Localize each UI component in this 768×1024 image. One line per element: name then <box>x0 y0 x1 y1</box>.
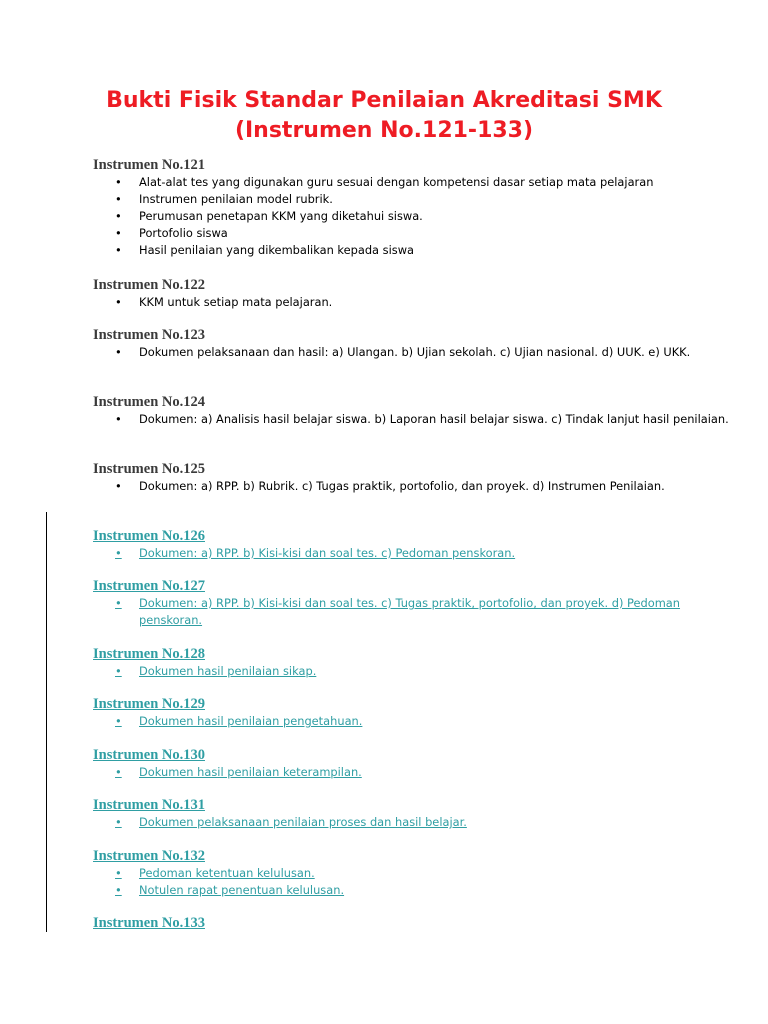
bullet-icon: • <box>115 192 122 206</box>
bullet-icon: • <box>115 243 122 257</box>
section-instrumen-130 <box>93 746 733 781</box>
section-heading: Instrumen No.122 <box>93 277 205 293</box>
item-list <box>93 478 733 495</box>
list-item: • Instrumen penilaian model rubrik. <box>115 192 333 206</box>
list-item-link[interactable]: • Dokumen hasil penilaian keterampilan. <box>115 765 362 779</box>
section-heading-link[interactable]: Instrumen No.130 <box>93 747 205 763</box>
list-item-link[interactable]: • Dokumen hasil penilaian pengetahuan. <box>115 714 363 728</box>
list-item-link[interactable]: • Dokumen: a) RPP. b) Kisi-kisi dan soal tes. c) Tugas praktik, portofolio, dan proyek. d) Pedoman penskoran. <box>115 596 681 627</box>
list-item: • KKM untuk setiap mata pelajaran. <box>115 295 333 309</box>
section-heading: Instrumen No.121 <box>93 157 205 173</box>
section-instrumen-126 <box>93 527 733 562</box>
section-heading-link[interactable]: Instrumen No.127 <box>93 578 205 594</box>
section-instrumen-121 <box>93 156 733 259</box>
section-heading-link[interactable]: Instrumen No.129 <box>93 696 205 712</box>
bullet-icon: • <box>115 765 122 779</box>
section-instrumen-129 <box>93 695 733 730</box>
section-heading-link[interactable]: Instrumen No.131 <box>93 797 205 813</box>
section-instrumen-124 <box>93 393 733 428</box>
list-item: • Perumusan penetapan KKM yang diketahui siswa. <box>115 209 423 223</box>
bullet-icon: • <box>115 209 122 223</box>
bullet-icon: • <box>115 295 122 309</box>
bullet-icon: • <box>115 226 122 240</box>
item-list <box>93 663 733 680</box>
bullet-icon: • <box>115 664 122 678</box>
section-instrumen-128 <box>93 645 733 680</box>
revision-bar <box>46 512 47 932</box>
item-list <box>93 713 733 730</box>
bullet-icon: • <box>115 866 122 880</box>
bullet-icon: • <box>115 345 122 359</box>
section-heading-link[interactable]: Instrumen No.132 <box>93 848 205 864</box>
section-instrumen-131 <box>93 796 733 831</box>
section-instrumen-133 <box>93 914 733 932</box>
list-item-link[interactable]: • Dokumen pelaksanaan penilaian proses dan hasil belajar. <box>115 815 467 829</box>
list-item-link[interactable]: • Dokumen hasil penilaian sikap. <box>115 664 317 678</box>
section-instrumen-122 <box>93 276 733 311</box>
list-item: • Dokumen pelaksanaan dan hasil: a) Ulangan. b) Ujian sekolah. c) Ujian nasional. d) UUK. e) UKK. <box>115 345 691 359</box>
section-instrumen-123 <box>93 326 733 361</box>
list-item: • Dokumen: a) RPP. b) Rubrik. c) Tugas praktik, portofolio, dan proyek. d) Instrumen Penilaian. <box>115 479 665 493</box>
item-list <box>93 294 733 311</box>
bullet-icon: • <box>115 815 122 829</box>
list-item-link[interactable]: • Dokumen: a) RPP. b) Kisi-kisi dan soal tes. c) Pedoman penskoran. <box>115 546 516 560</box>
bullet-icon: • <box>115 412 122 426</box>
section-heading-link[interactable]: Instrumen No.128 <box>93 646 205 662</box>
bullet-icon: • <box>115 714 122 728</box>
list-item: • Dokumen: a) Analisis hasil belajar siswa. b) Laporan hasil belajar siswa. c) Tindak lanjut hasil penilaian. <box>115 412 729 426</box>
bullet-icon: • <box>115 883 122 897</box>
section-heading: Instrumen No.123 <box>93 327 205 343</box>
section-heading-link[interactable]: Instrumen No.126 <box>93 528 205 544</box>
item-list <box>93 344 733 361</box>
bullet-icon: • <box>115 175 122 189</box>
bullet-icon: • <box>115 546 122 560</box>
item-list <box>93 411 733 428</box>
list-item-link[interactable]: • Notulen rapat penentuan kelulusan. <box>115 883 345 897</box>
section-heading: Instrumen No.125 <box>93 461 205 477</box>
item-list <box>93 174 733 259</box>
item-list <box>93 764 733 781</box>
page-title <box>0 86 768 146</box>
list-item: • Hasil penilaian yang dikembalikan kepada siswa <box>115 243 414 257</box>
section-instrumen-125 <box>93 460 733 495</box>
section-heading: Instrumen No.124 <box>93 394 205 410</box>
title-line-2: (Instrumen No.121-133) <box>234 118 534 143</box>
item-list <box>93 865 733 899</box>
section-instrumen-127 <box>93 577 733 629</box>
title-line-1: Bukti Fisik Standar Penilaian Akreditasi SMK <box>106 88 662 113</box>
item-list <box>93 814 733 831</box>
bullet-icon: • <box>115 479 122 493</box>
list-item: • Portofolio siswa <box>115 226 228 240</box>
list-item-link[interactable]: • Pedoman ketentuan kelulusan. <box>115 866 315 880</box>
list-item: • Alat-alat tes yang digunakan guru sesuai dengan kompetensi dasar setiap mata pelajaran <box>115 175 654 189</box>
section-instrumen-132 <box>93 847 733 899</box>
section-heading-link[interactable]: Instrumen No.133 <box>93 915 205 931</box>
bullet-icon: • <box>115 596 122 610</box>
item-list <box>93 595 733 629</box>
item-list <box>93 545 733 562</box>
